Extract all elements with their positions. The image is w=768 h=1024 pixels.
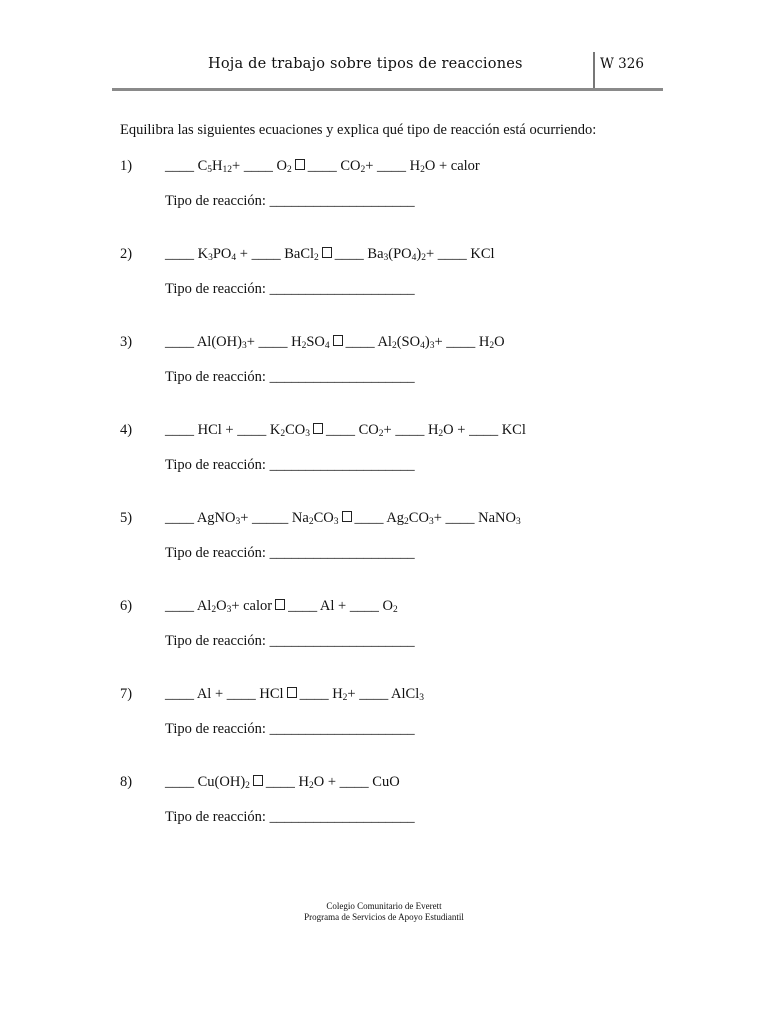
chemical-equation: ____ HCl + ____ $K_2CO_3$ ____ $CO_2+$ ____ $H_2O$ + ____ KCl <box>165 422 526 439</box>
reaction-arrow-icon <box>275 599 285 610</box>
chemical-equation: ____ Al + ____ HCl ____ $H_2+$ ____ AlCl$_3$ <box>165 686 424 703</box>
reaction-type-field[interactable]: Tipo de reacción: ____________________ <box>165 545 415 561</box>
footer <box>0 901 768 923</box>
exercise-number: 7) <box>120 686 133 702</box>
instructions: Equilibra las siguientes ecuaciones y explica qué tipo de reacción está ocurriendo: <box>120 122 597 138</box>
reaction-arrow-icon <box>313 423 323 434</box>
footer-program: Programa de Servicios de Apoyo Estudiantil <box>304 912 464 922</box>
reaction-arrow-icon <box>342 511 352 522</box>
exercise-number: 4) <box>120 422 133 438</box>
reaction-type-field[interactable]: Tipo de reacción: ____________________ <box>165 809 415 825</box>
chemical-equation: ____ $Cu(OH)_2$ ____ $H_2O$ + ____ CuO <box>165 774 400 791</box>
reaction-type-field[interactable]: Tipo de reacción: ____________________ <box>165 633 415 649</box>
reaction-type-field[interactable]: Tipo de reacción: ____________________ <box>165 721 415 737</box>
page-header <box>112 50 663 91</box>
exercise-number: 3) <box>120 334 133 350</box>
page-title: Hoja de trabajo sobre tipos de reacciones <box>208 56 523 72</box>
reaction-type-field[interactable]: Tipo de reacción: ____________________ <box>165 281 415 297</box>
reaction-type-field[interactable]: Tipo de reacción: ____________________ <box>165 193 415 209</box>
reaction-type-field[interactable]: Tipo de reacción: ____________________ <box>165 457 415 473</box>
exercise-number: 6) <box>120 598 133 614</box>
chemical-equation: ____ $Al_2O_3+$ calor ____ Al + ____ $O_2$ <box>165 598 398 615</box>
chemical-equation: ____ $Al(OH)_3+$ ____ $H_2SO_4$ ____ $Al_2(SO_4)_3+$ ____ $H_2O$ <box>165 334 505 351</box>
reaction-arrow-icon <box>295 159 305 170</box>
reaction-type-field[interactable]: Tipo de reacción: ____________________ <box>165 369 415 385</box>
footer-college: Colegio Comunitario de Everett <box>326 901 442 911</box>
reaction-arrow-icon <box>253 775 263 786</box>
reaction-arrow-icon <box>333 335 343 346</box>
chemical-equation: ____ $K_3PO_4$ + ____ BaCl$_2$ ____ $Ba_3(PO_4)_2+$ ____ KCl <box>165 246 495 263</box>
reaction-arrow-icon <box>322 247 332 258</box>
exercise-number: 5) <box>120 510 133 526</box>
chemical-equation: ____ $C_5H_{12}+$ ____ $O_2$ ____ $CO_2+$ ____ $H_2O$ + calor <box>165 158 480 175</box>
reaction-arrow-icon <box>287 687 297 698</box>
chemical-equation: ____ AgNO$_3$+ _____ $Na_2CO_3$ ____ $Ag_2CO_3+$ ____ NaNO$_3$ <box>165 510 521 527</box>
document-code: W 326 <box>600 56 644 72</box>
exercise-number: 8) <box>120 774 133 790</box>
exercise-number: 2) <box>120 246 133 262</box>
header-divider <box>593 52 595 88</box>
exercise-number: 1) <box>120 158 133 174</box>
